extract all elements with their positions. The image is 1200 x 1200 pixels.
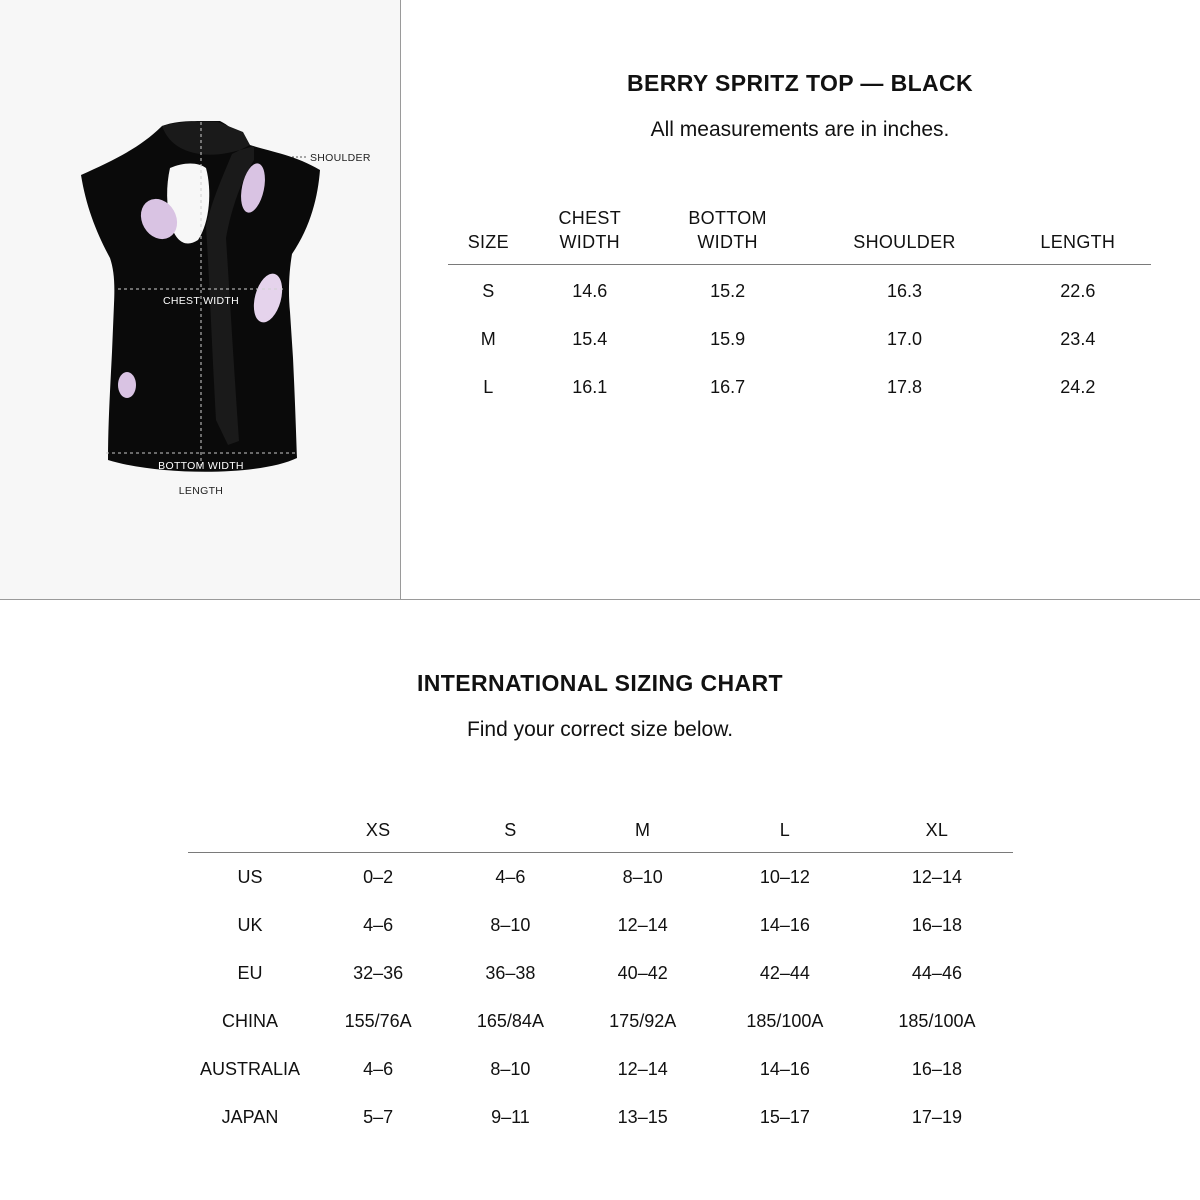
length-cell: 23.4 [1060, 328, 1096, 349]
table-row [188, 853, 1013, 902]
col-header-length: LENGTH [1005, 202, 1151, 265]
section-divider [0, 599, 1200, 600]
col-header-xs: XS [312, 814, 444, 853]
size-value-cell: 16–18 [911, 1058, 962, 1079]
shoulder-cell: 16.3 [886, 280, 923, 301]
size-value-cell: 165/84A [476, 1010, 544, 1031]
region-cell: EU [237, 962, 263, 983]
length-cell: 22.6 [1060, 280, 1096, 301]
col-header-bottom-width: BOTTOM WIDTH [651, 202, 804, 265]
size-value-cell: 8–10 [622, 866, 663, 887]
size-cell: S [482, 280, 495, 301]
bottom-width-cell: 15.2 [710, 280, 746, 301]
size-value-cell: 4–6 [495, 866, 526, 887]
size-value-cell: 17–19 [911, 1106, 962, 1127]
region-cell: UK [237, 914, 263, 935]
col-header-m: M [577, 814, 709, 853]
size-cell: M [480, 328, 496, 349]
table-row [448, 363, 1151, 411]
shoulder-label: SHOULDER [310, 152, 371, 164]
size-value-cell: 12–14 [617, 914, 668, 935]
size-value-cell: 155/76A [344, 1010, 412, 1031]
measurement-unit-note: All measurements are in inches. [650, 118, 950, 141]
size-value-cell: 40–42 [617, 962, 668, 983]
size-value-cell: 42–44 [759, 962, 810, 983]
size-value-cell: 185/100A [746, 1010, 824, 1031]
table-row [188, 1093, 1013, 1141]
international-header-row [188, 814, 1013, 853]
chest-width-cell: 16.1 [572, 376, 608, 397]
size-value-cell: 10–12 [759, 866, 810, 887]
chest-width-cell: 14.6 [572, 280, 608, 301]
size-value-cell: 4–6 [363, 914, 394, 935]
size-value-cell: 14–16 [759, 914, 810, 935]
size-value-cell: 185/100A [898, 1010, 976, 1031]
size-value-cell: 32–36 [353, 962, 404, 983]
international-chart-subtitle: Find your correct size below. [466, 718, 734, 741]
international-sizing-table [188, 814, 1013, 1141]
bottom-width-cell: 16.7 [710, 376, 746, 397]
length-cell: 24.2 [1060, 376, 1096, 397]
size-cell: L [483, 376, 494, 397]
garment-measurement-diagram [0, 0, 400, 599]
table-row [188, 1045, 1013, 1093]
size-value-cell: 15–17 [759, 1106, 810, 1127]
table-row [188, 901, 1013, 949]
size-value-cell: 8–10 [490, 1058, 531, 1079]
table-row [448, 315, 1151, 363]
size-value-cell: 12–14 [911, 866, 962, 887]
international-chart-title: INTERNATIONAL SIZING CHART [416, 670, 784, 696]
size-value-cell: 175/92A [609, 1010, 677, 1031]
size-value-cell: 36–38 [485, 962, 536, 983]
bottom-width-cell: 15.9 [710, 328, 746, 349]
chest-width-cell: 15.4 [572, 328, 608, 349]
region-cell: CHINA [221, 1010, 278, 1031]
col-header-xl: XL [861, 814, 1013, 853]
col-header-s: S [444, 814, 576, 853]
product-title: BERRY SPRITZ TOP — BLACK [626, 70, 974, 96]
size-value-cell: 4–6 [363, 1058, 394, 1079]
col-header-shoulder: SHOULDER [804, 202, 1004, 265]
size-value-cell: 9–11 [491, 1106, 530, 1127]
measurement-header-row [448, 202, 1151, 265]
size-value-cell: 44–46 [911, 962, 962, 983]
size-value-cell: 0–2 [363, 866, 394, 887]
size-value-cell: 16–18 [911, 914, 962, 935]
col-header-size: SIZE [448, 202, 529, 265]
table-row [448, 265, 1151, 316]
size-value-cell: 8–10 [490, 914, 531, 935]
size-value-cell: 13–15 [617, 1106, 668, 1127]
measurement-table [448, 202, 1151, 411]
region-cell: US [237, 866, 263, 887]
col-header-region [188, 814, 312, 853]
table-row [188, 949, 1013, 997]
shoulder-cell: 17.8 [886, 376, 923, 397]
shoulder-cell: 17.0 [886, 328, 923, 349]
size-value-cell: 12–14 [617, 1058, 668, 1079]
table-row [188, 997, 1013, 1045]
bottom-width-label: BOTTOM WIDTH [158, 460, 244, 472]
col-header-l: L [709, 814, 861, 853]
length-label: LENGTH [178, 485, 224, 497]
size-value-cell: 5–7 [363, 1106, 394, 1127]
garment-dot [118, 372, 136, 398]
region-cell: JAPAN [221, 1106, 279, 1127]
size-value-cell: 14–16 [759, 1058, 810, 1079]
garment-image-panel [0, 0, 401, 599]
col-header-chest-width: CHEST WIDTH [529, 202, 651, 265]
region-cell: AUSTRALIA [199, 1058, 301, 1079]
chest-width-label: CHEST WIDTH [162, 295, 240, 307]
